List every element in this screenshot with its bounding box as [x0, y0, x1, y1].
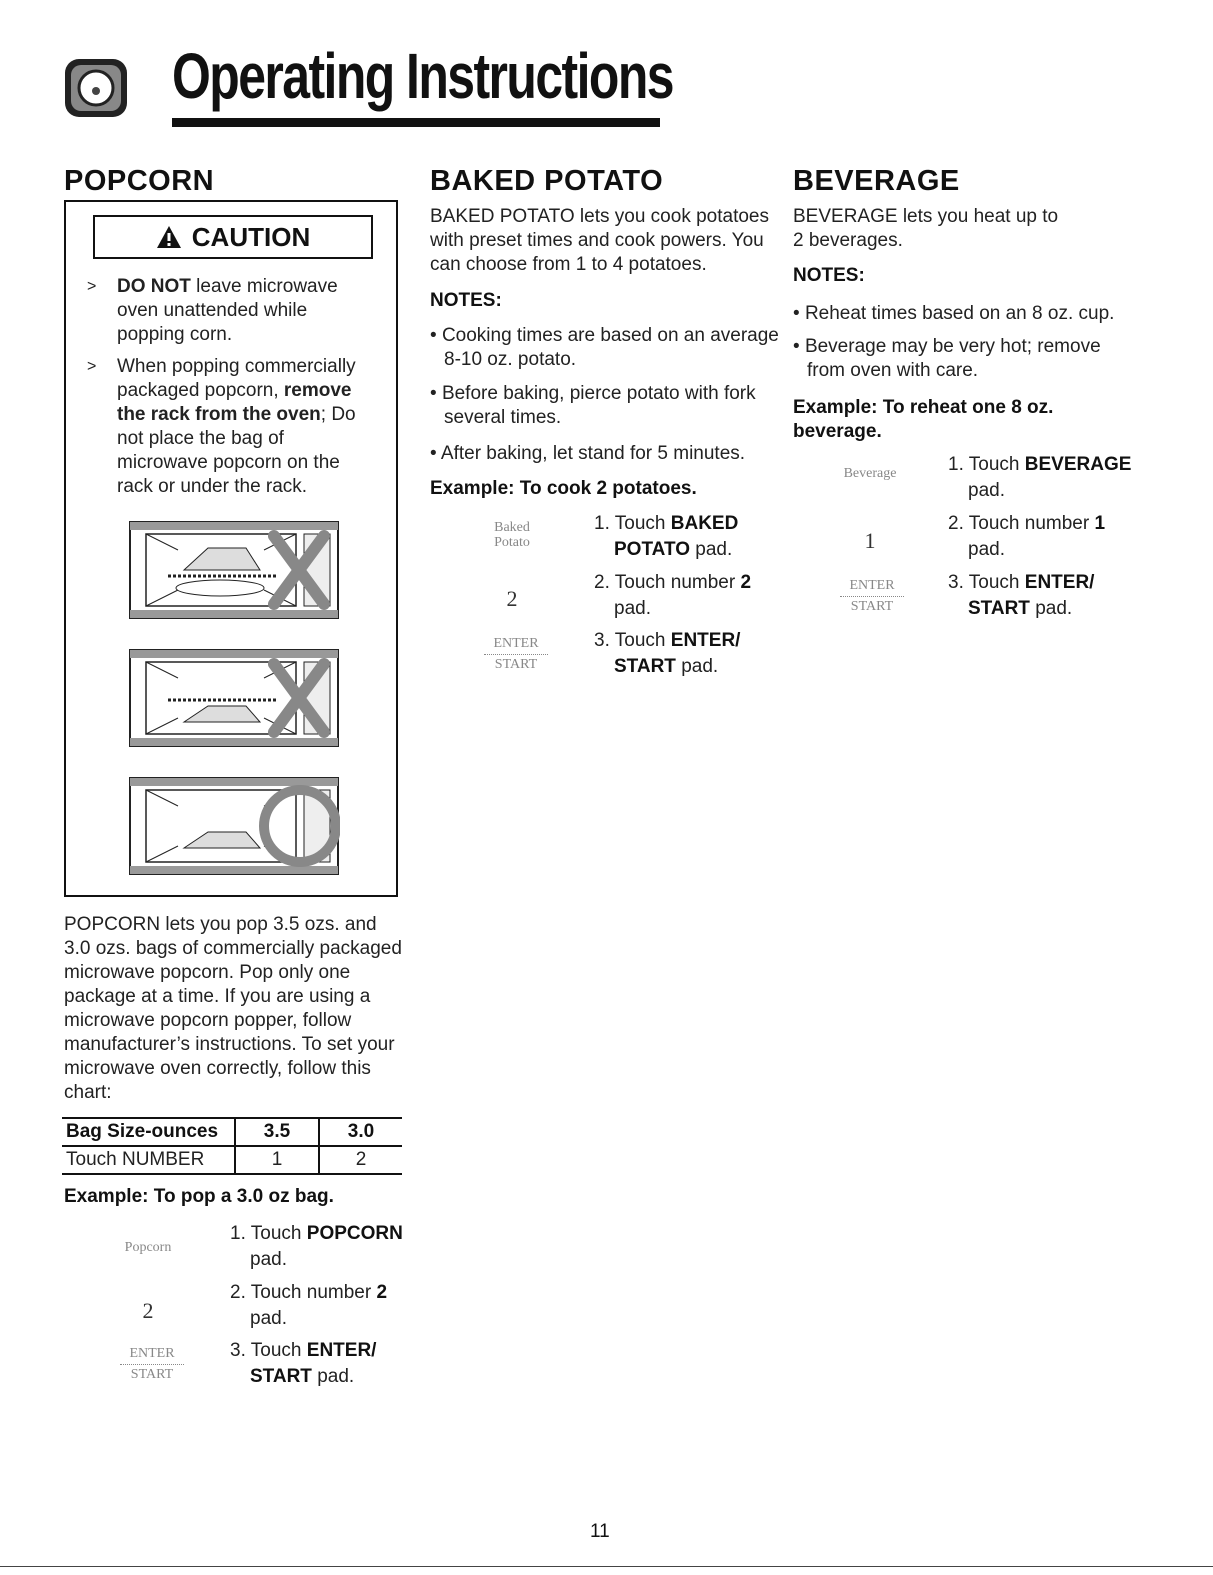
baked-step-2 — [594, 570, 784, 622]
baked-potato-pad-icon — [472, 520, 552, 550]
page-title: Operating Instructions — [172, 40, 673, 112]
caution-label: CAUTION — [191, 222, 311, 252]
beverage-description: BEVERAGE lets you heat up to 2 beverages. — [793, 206, 1059, 251]
baked-notes-heading: NOTES: — [430, 290, 502, 311]
step-text: 2. Touch number — [948, 513, 1095, 534]
popcorn-step-2 — [230, 1280, 420, 1332]
caution-item-pre: When popping commercially packaged popcorn, — [117, 356, 356, 401]
step-bold: 2 — [376, 1282, 388, 1303]
step-bold: ENTER/ START — [250, 1340, 377, 1387]
popcorn-example: Example: To pop a 3.0 oz bag. — [64, 1186, 334, 1207]
step-text: pad. — [250, 1249, 287, 1270]
table-header-cell: 3.5 — [235, 1118, 319, 1146]
step-text: pad. — [968, 480, 1005, 501]
beverage-heading: BEVERAGE — [793, 165, 960, 197]
enter-start-pad-icon — [112, 1344, 192, 1388]
enter-start-pad-icon — [476, 634, 556, 678]
number-pad-icon: 1 — [864, 528, 876, 553]
step-text: 3. Touch — [230, 1340, 307, 1361]
popcorn-pad-icon: Popcorn — [124, 1240, 172, 1255]
step-text: pad. — [675, 656, 719, 677]
caution-item-bold: DO NOT — [117, 276, 191, 297]
number-pad-icon: 2 — [142, 1298, 154, 1323]
beverage-step-2 — [948, 511, 1138, 563]
title-underline — [172, 118, 660, 127]
table-cell: 1 — [235, 1146, 319, 1174]
popcorn-step-1 — [230, 1221, 420, 1273]
enter-start-pad-icon — [832, 576, 912, 620]
step-bold: ENTER/ START — [968, 572, 1095, 619]
start-label: START — [494, 657, 538, 672]
baked-example: Example: To cook 2 potatoes. — [430, 478, 697, 499]
start-label: START — [850, 599, 894, 614]
step-text: 1. Touch — [230, 1223, 307, 1244]
caution-header — [93, 215, 373, 259]
step-bold: POPCORN — [306, 1223, 403, 1244]
step-text: 3. Touch — [594, 630, 671, 651]
step-bold: 2 — [740, 572, 752, 593]
microwave-rack-wrong-illustration — [128, 520, 340, 625]
arrow-icon: > — [87, 358, 97, 375]
baked-note: • Before baking, pierce potato with fork several times. — [430, 382, 779, 430]
table-header-cell: 3.0 — [319, 1118, 402, 1146]
step-text: pad. — [250, 1308, 287, 1329]
microwave-chef-icon — [63, 55, 129, 121]
popcorn-step-3 — [230, 1338, 410, 1390]
beverage-step-3 — [948, 570, 1128, 622]
baked-note: • Cooking times are based on an average 8-10 oz. potato. — [430, 324, 779, 372]
start-label: START — [130, 1367, 174, 1382]
pad-label-line: Potato — [494, 535, 530, 550]
step-text: pad. — [690, 539, 733, 560]
arrow-icon: > — [87, 278, 97, 295]
popcorn-description: POPCORN lets you pop 3.5 ozs. and 3.0 ozs. bags of commercially packaged microwave popcorn. Pop only one package at a time. If you are using a microwave popcorn popper, follow manufacturer’s instructions. To set your microwave oven correctly, follow this chart: — [64, 914, 402, 1103]
enter-label: ENTER — [840, 576, 904, 597]
table-header-cell: Bag Size-ounces — [62, 1118, 235, 1146]
step-text: pad. — [1029, 598, 1073, 619]
beverage-note: • Reheat times based on an 8 oz. cup. — [793, 302, 1137, 326]
step-text: pad. — [968, 539, 1005, 560]
step-bold: BEVERAGE — [1024, 454, 1132, 475]
beverage-pad-icon: Beverage — [843, 466, 897, 481]
caution-item-bold: remove the rack from the oven — [117, 380, 352, 425]
footer-rule — [0, 1566, 1213, 1567]
beverage-note: • Beverage may be very hot; remove from oven with care. — [793, 335, 1137, 383]
step-text: 2. Touch number — [230, 1282, 377, 1303]
beverage-step-1 — [948, 452, 1158, 504]
baked-step-3 — [594, 628, 774, 680]
pad-label-line: Baked — [494, 520, 530, 535]
step-text: pad. — [311, 1366, 355, 1387]
caution-item — [87, 355, 367, 499]
caution-item — [87, 275, 367, 347]
popcorn-chart — [62, 1117, 402, 1175]
baked-note: • After baking, let stand for 5 minutes. — [430, 442, 779, 466]
step-bold: 1 — [1094, 513, 1106, 534]
step-text: 1. Touch — [594, 513, 671, 534]
baked-step-1 — [594, 511, 784, 563]
table-cell: Touch NUMBER — [62, 1146, 235, 1174]
page-number: 11 — [590, 1521, 610, 1542]
table-cell: 2 — [319, 1146, 402, 1174]
popcorn-heading: POPCORN — [64, 165, 215, 197]
number-pad-icon: 2 — [506, 586, 518, 611]
baked-potato-heading: BAKED POTATO — [430, 165, 664, 197]
step-bold: ENTER/ START — [614, 630, 741, 677]
beverage-notes-heading: NOTES: — [793, 265, 865, 286]
step-text: 3. Touch — [948, 572, 1025, 593]
step-text: 1. Touch — [948, 454, 1025, 475]
baked-potato-description: BAKED POTATO lets you cook potatoes with preset times and cook powers. You can choose from 1 to 4 potatoes. — [430, 206, 769, 275]
beverage-example: Example: To reheat one 8 oz. beverage. — [793, 397, 1054, 442]
enter-label: ENTER — [120, 1344, 184, 1365]
caution-item-text: ; Do not place the bag of microwave popcorn on the rack or under the rack. — [117, 404, 356, 497]
microwave-correct-illustration — [128, 776, 340, 881]
step-text: 2. Touch number — [594, 572, 741, 593]
caution-item-text: leave microwave oven unattended while popping corn. — [117, 276, 338, 345]
step-text: pad. — [614, 598, 651, 619]
step-bold: BAKED POTATO — [614, 513, 739, 560]
microwave-under-rack-wrong-illustration — [128, 648, 340, 753]
warning-triangle-icon — [156, 220, 182, 260]
enter-label: ENTER — [484, 634, 548, 655]
